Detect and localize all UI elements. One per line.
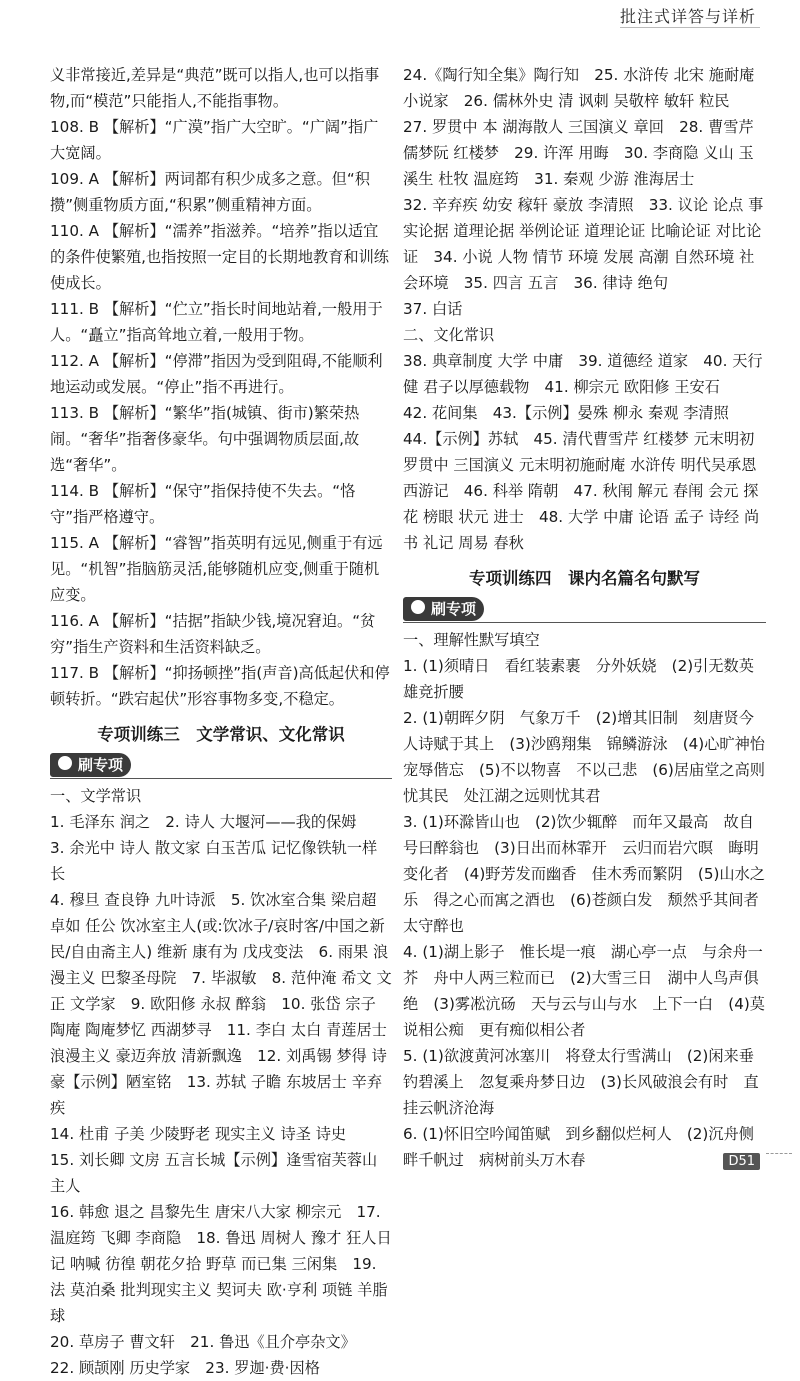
answer-line: 义非常接近,差异是“典范”既可以指人,也可以指事物,而“模范”只能指人,不能指事物。: [50, 66, 380, 110]
section-title: 专项训练四 课内名篇名句默写: [469, 569, 700, 588]
header-rule: [620, 27, 760, 28]
answer-line: 20. 草房子 曹文轩 21. 鲁迅《且介亭杂文》: [50, 1333, 356, 1351]
answer-line: 1. 毛泽东 润之 2. 诗人 大堰河——我的保姆: [50, 813, 357, 831]
chip-label: 刷专项: [431, 600, 477, 618]
answer-line: 2. (1)朝晖夕阴 气象万千 (2)增其旧制 刻唐贤今人诗赋于其上 (3)沙鸥翔集 锦鳞游泳 (4)心旷神怡 宠辱偕忘 (5)不以物喜 不以己悲 (6)居庙堂之高则忧其民 处江湖之远则忧其君: [403, 709, 781, 805]
answer-line: 113. B 【解析】“繁华”指(城镇、街市)繁荣热闹。“奢华”指奢侈豪华。句中强调物质层面,故选“奢华”。: [50, 404, 360, 474]
decorative-dashes: [766, 1153, 792, 1166]
right-column: [403, 62, 781, 1173]
answer-line: 1. (1)须晴日 看红装素裹 分外妖娆 (2)引无数英雄竞折腰: [403, 657, 754, 701]
answer-line: 3. 余光中 诗人 散文家 白玉苦瓜 记忆像铁轨一样长: [50, 839, 378, 883]
answer-line: 117. B 【解析】“抑扬顿挫”指(声音)高低起伏和停顿转折。“跌宕起伏”形容事物多变,不稳定。: [50, 664, 390, 708]
practice-chip: [403, 597, 484, 621]
answer-line: 14. 杜甫 子美 少陵野老 现实主义 诗圣 诗史: [50, 1125, 347, 1143]
answer-line: 38. 典章制度 大学 中庸 39. 道德经 道家 40. 天行健 君子以厚德载物 41. 柳宗元 欧阳修 王安石: [403, 352, 763, 396]
answer-line: 16. 韩愈 退之 昌黎先生 唐宋八大家 柳宗元 17. 温庭筠 飞卿 李商隐 18. 鲁迅 周树人 豫才 狂人日记 呐喊 彷徨 朝花夕拾 野草 而已集 三闲集 19. 法 莫泊桑 批判现实主义 契诃夫 欧·亨利 项链 羊脂球: [50, 1203, 392, 1325]
answer-line: 22. 顾颉刚 历史学家 23. 罗迦·费·因格: [50, 1359, 320, 1377]
answer-line: 108. B 【解析】“广漠”指广大空旷。“广阔”指广大宽阔。: [50, 118, 379, 162]
answer-line: 37. 白话: [403, 300, 463, 318]
answer-line: 6. (1)怀旧空吟闻笛赋 到乡翻似烂柯人 (2)沉舟侧畔千帆过 病树前头万木春: [403, 1125, 754, 1169]
answer-line: 114. B 【解析】“保守”指保持使不失去。“恪守”指严格遵守。: [50, 482, 356, 526]
answer-line: 4. (1)湖上影子 惟长堤一痕 湖心亭一点 与余舟一芥 舟中人两三粒而已 (2)大雪三日 湖中人鸟声俱绝 (3)雾凇沆砀 天与云与山与水 上下一白 (4)莫说相公痴 更有痴似相公者: [403, 943, 765, 1039]
brush-icon: [56, 754, 74, 772]
subhead: 二、文化常识: [403, 326, 495, 344]
answer-line: 115. A 【解析】“睿智”指英明有远见,侧重于有远见。“机智”指脑筋灵活,能够随机应变,侧重于随机应变。: [50, 534, 383, 604]
answer-line: 44.【示例】苏轼 45. 清代曹雪芹 红楼梦 元末明初罗贯中 三国演义 元末明初施耐庵 水浒传 明代吴承恩 西游记 46. 科举 隋朝 47. 秋闱 解元 春闱 会元 探花 榜眼 状元 进士 48. 大学 中庸 论语 孟子 诗经 尚书 礼记 周易 春秋: [403, 430, 760, 552]
answer-line: 32. 辛弃疾 幼安 稼轩 豪放 李清照 33. 议论 论点 事实论据 道理论据 举例论证 道理论证 比喻论证 对比论证 34. 小说 人物 情节 环境 发展 高潮 自然环境 社会环境 35. 四言 五言 36. 律诗 绝句: [403, 196, 764, 292]
answer-line: 112. A 【解析】“停滞”指因为受到阻碍,不能顺利地运动或发展。“停止”指不再进行。: [50, 352, 383, 396]
chip-row: [403, 596, 766, 623]
answer-line: 109. A 【解析】两词都有积少成多之意。但“积攒”侧重物质方面,“积累”侧重精神方面。: [50, 170, 370, 214]
chip-row: [50, 752, 392, 779]
answer-line: 24.《陶行知全集》陶行知 25. 水浒传 北宋 施耐庵 小说家 26. 儒林外史 清 讽刺 吴敬梓 敏轩 粒民: [403, 66, 755, 110]
answer-line: 110. A 【解析】“濡养”指滋养。“培养”指以适宜的条件使繁殖,也指按照一定目的长期地教育和训练使成长。: [50, 222, 389, 292]
answer-line: 15. 刘长卿 文房 五言长城【示例】逢雪宿芙蓉山主人: [50, 1151, 378, 1195]
answer-line: 3. (1)环滁皆山也 (2)饮少辄醉 而年又最高 故自号曰醉翁也 (3)日出而林霏开 云归而岩穴暝 晦明变化者 (4)野芳发而幽香 佳木秀而繁阴 (5)山水之乐 得之心而寓之酒也 (6)苍颜白发 颓然乎其间者 太守醉也: [403, 813, 774, 935]
answer-line: 116. A 【解析】“拮据”指缺少钱,境况窘迫。“贫穷”指生产资料和生活资料缺乏。: [50, 612, 376, 656]
answer-line: 27. 罗贯中 本 湖海散人 三国演义 章回 28. 曹雪芹 儒梦阮 红楼梦 29. 许浑 用晦 30. 李商隐 义山 玉溪生 杜牧 温庭筠 31. 秦观 少游 淮海居士: [403, 118, 754, 188]
answer-line: 5. (1)欲渡黄河冰塞川 将登太行雪满山 (2)闲来垂钓碧溪上 忽复乘舟梦日边 (3)长风破浪会有时 直挂云帆济沧海: [403, 1047, 759, 1117]
answer-line: 111. B 【解析】“伫立”指长时间地站着,一般用于人。“矗立”指高耸地立着,一般用于物。: [50, 300, 383, 344]
subhead: 一、理解性默写填空: [403, 631, 540, 649]
header-title: 批注式详答与详析: [619, 7, 756, 26]
subhead: 一、文学常识: [50, 787, 142, 805]
brush-icon: [409, 598, 427, 616]
section-title: 专项训练三 文学常识、文化常识: [97, 725, 345, 744]
answer-line: 4. 穆旦 查良铮 九叶诗派 5. 饮冰室合集 梁启超 卓如 任公 饮冰室主人(或:饮冰子/哀时客/中国之新民/自由斋主人) 维新 康有为 戊戌变法 6. 雨果 浪漫主义 巴黎圣母院 7. 毕淑敏 8. 范仲淹 希文 文正 文学家 9. 欧阳修 永叔 醉翁 10. 张岱 宗子 陶庵 陶庵梦忆 西湖梦寻 11. 李白 太白 青莲居士 浪漫主义 豪迈奔放 清新飘逸 12. 刘禹锡 梦得 诗豪【示例】陋室铭 13. 苏轼 子瞻 东坡居士 辛弃疾: [50, 891, 392, 1117]
page-number: D51: [723, 1153, 760, 1170]
practice-chip: [50, 753, 131, 777]
chip-label: 刷专项: [78, 756, 124, 774]
left-column: [50, 62, 392, 1381]
answer-line: 42. 花间集 43.【示例】晏殊 柳永 秦观 李清照: [403, 404, 729, 422]
